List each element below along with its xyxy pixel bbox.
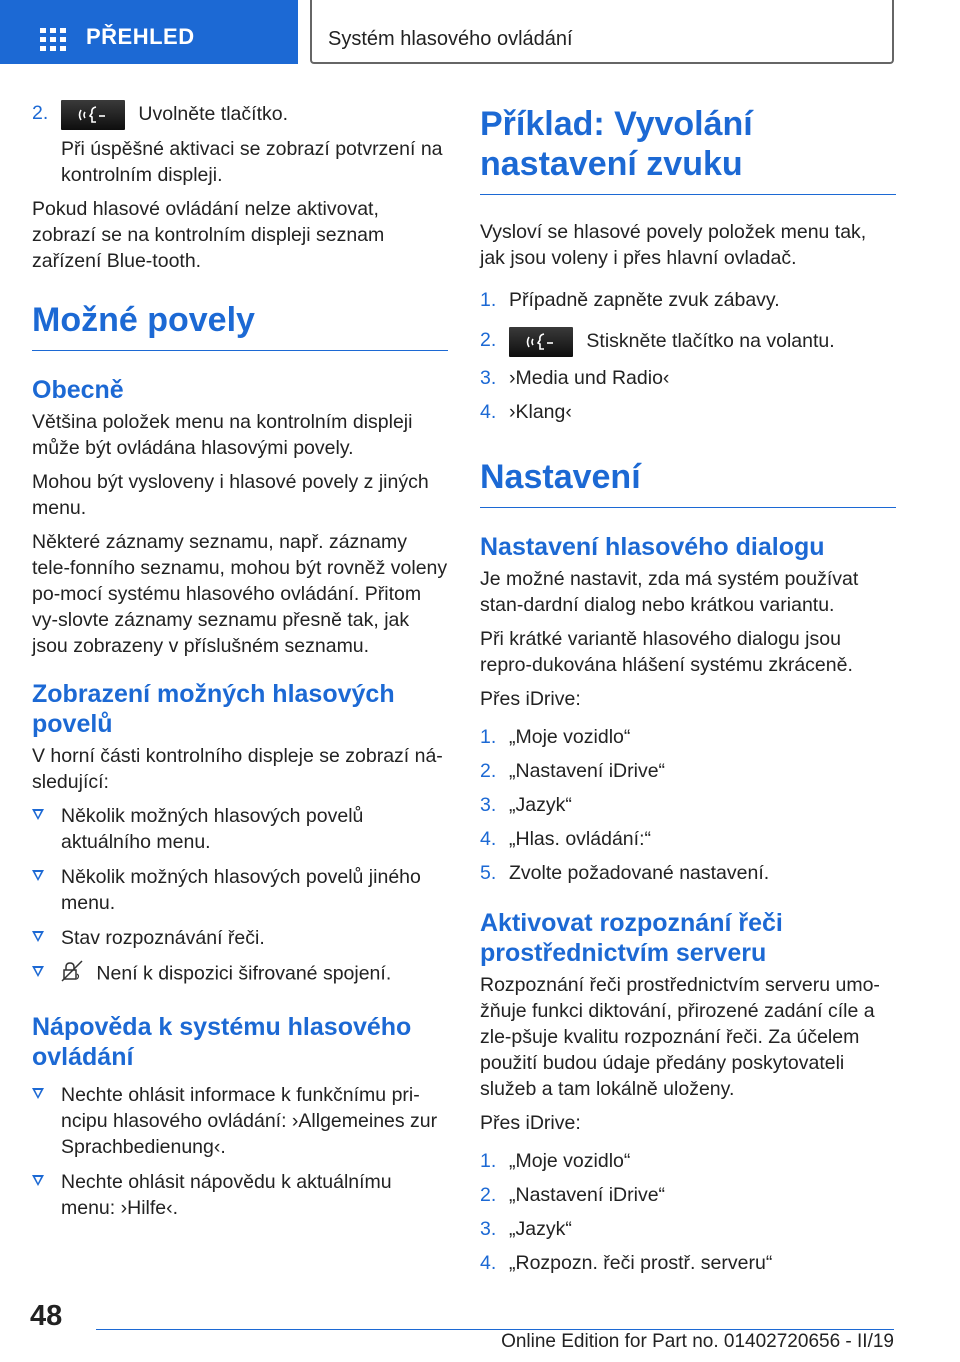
bullet-text: Není k dispozici šifrované spojení. [96, 962, 392, 985]
list-item [480, 399, 896, 425]
heading-display-commands: Zobrazení možných hlasových povelů [32, 680, 395, 738]
list-item [32, 864, 448, 916]
list-number: 1. [480, 726, 497, 748]
grid-menu-icon [40, 28, 66, 50]
step-text: Uvolněte tlačítko. [138, 103, 288, 126]
heading-possible-commands: Možné povely [32, 301, 255, 339]
list-item [480, 792, 896, 818]
paragraph: Většina položek menu na kontrolním displeji může být ovládána hlasovými povely. [32, 411, 413, 459]
step-text: „Moje vozidlo“ [509, 726, 631, 748]
step-text: „Rozpozn. řeči prostř. serveru“ [509, 1252, 773, 1274]
step-text: „Jazyk“ [509, 794, 572, 816]
section-title-box [310, 0, 894, 64]
bullet-triangle-icon [32, 809, 44, 820]
list-number: 2. [480, 760, 497, 782]
bullet-text: Několik možných hlasových povelů jiného menu. [61, 866, 421, 914]
list-item [480, 1148, 896, 1174]
voice-button-icon [61, 100, 125, 130]
heading-rule [32, 350, 448, 351]
step-text: „Jazyk“ [509, 1218, 572, 1240]
bullet-triangle-icon [32, 931, 44, 942]
paragraph: Přes iDrive: [480, 688, 581, 710]
list-item [32, 1082, 448, 1160]
right-column [480, 104, 896, 1284]
list-item [480, 724, 896, 750]
heading-dialog-settings: Nastavení hlasového dialogu [480, 533, 825, 561]
list-item [480, 287, 896, 313]
list-number: 2. [480, 329, 497, 351]
page-number: 48 [30, 1300, 63, 1332]
paragraph: Mohou být vysloveny i hlasové povely z jiných menu. [32, 471, 429, 519]
paragraph: Vysloví se hlasové povely položek menu tak, jak jsou voleny i přes hlavní ovladač. [480, 221, 867, 269]
bullet-text: Nechte ohlásit nápovědu k aktuálnímu menu: ›Hilfe‹. [61, 1171, 392, 1219]
step-text: „Hlas. ovládání:“ [509, 828, 651, 850]
step-text: „Nastavení iDrive“ [509, 1184, 666, 1206]
list-item [480, 365, 896, 391]
list-item [480, 860, 896, 886]
list-number: 4. [480, 1252, 497, 1274]
list-item [32, 925, 448, 951]
bullet-triangle-icon [32, 1088, 44, 1099]
heading-rule [480, 507, 896, 508]
heading-general: Obecně [32, 376, 124, 404]
heading-help: Nápověda k systému hlasového ovládání [32, 1013, 412, 1071]
heading-rule [480, 194, 896, 195]
list-item [480, 1182, 896, 1208]
edition-note: Online Edition for Part no. 01402720656 - II/19 [501, 1331, 894, 1352]
list-item [32, 960, 448, 989]
list-item [480, 327, 896, 357]
list-number: 2. [32, 102, 49, 124]
paragraph: Přes iDrive: [480, 1112, 581, 1134]
voice-button-icon [509, 327, 573, 357]
list-item [32, 100, 448, 188]
list-number: 3. [480, 367, 497, 389]
bullet-triangle-icon [32, 966, 44, 977]
overview-nav-button[interactable] [0, 0, 298, 64]
heading-settings: Nastavení [480, 458, 641, 496]
list-item [480, 758, 896, 784]
list-number: 5. [480, 862, 497, 884]
list-number: 1. [480, 289, 497, 311]
list-number: 3. [480, 794, 497, 816]
bullet-triangle-icon [32, 870, 44, 881]
list-number: 2. [480, 1184, 497, 1206]
footer-rule [96, 1329, 894, 1330]
list-item [32, 803, 448, 855]
section-title: Systém hlasového ovládání [328, 28, 573, 50]
step-subtext: Při úspěšné aktivaci se zobrazí potvrzení na kontrolním displeji. [61, 138, 443, 186]
step-text: Případně zapněte zvuk zábavy. [509, 289, 780, 311]
paragraph: Při krátké variantě hlasového dialogu jsou repro-dukována hlášení systému zkráceně. [480, 628, 853, 676]
paragraph: Některé záznamy seznamu, např. záznamy tele-fonního seznamu, mohou být rovněž voleny po-mocí systému hlasového ovládání. Přitom vy-slovte záznamy seznamu přesně tak, jak jsou zobrazeny v příslušném seznamu. [32, 531, 448, 657]
list-item [480, 826, 896, 852]
list-item [480, 1250, 896, 1276]
overview-nav-label: PŘEHLED [86, 24, 195, 49]
paragraph: Pokud hlasové ovládání nelze aktivovat, zobrazí se na kontrolním displeji seznam zařízení Blue-tooth. [32, 198, 385, 272]
paragraph: Rozpoznání řeči prostřednictvím serveru umo-žňuje funkci diktování, přirozené zadání cíle a zle-pšuje kvalitu rozpoznání řeči. Za účelem použití budou údaje předány poskytovateli služeb a tam lokálně uloženy. [480, 974, 880, 1100]
step-text: Zvolte požadované nastavení. [509, 862, 770, 884]
bullet-text: Nechte ohlásit informace k funkčnímu pri-ncipu hlasového ovládání: ›Allgemeines zur Sprachbedienung‹. [61, 1084, 438, 1158]
list-item [480, 1216, 896, 1242]
list-item [32, 1169, 448, 1221]
step-text: Stiskněte tlačítko na volantu. [586, 330, 835, 353]
paragraph: V horní části kontrolního displeje se zobrazí ná-sledující: [32, 745, 443, 793]
step-text: „Nastavení iDrive“ [509, 760, 666, 782]
step-text: ›Klang‹ [509, 401, 572, 423]
heading-example: Příklad: Vyvolání nastavení zvuku [480, 105, 753, 183]
step-text: „Moje vozidlo“ [509, 1150, 631, 1172]
list-number: 4. [480, 828, 497, 850]
bullet-text: Několik možných hlasových povelů aktuálního menu. [61, 805, 364, 853]
heading-server-recognition: Aktivovat rozpoznání řeči prostřednictvím serveru [480, 909, 783, 967]
list-number: 4. [480, 401, 497, 423]
list-number: 1. [480, 1150, 497, 1172]
bullet-triangle-icon [32, 1175, 44, 1186]
list-number: 3. [480, 1218, 497, 1240]
paragraph: Je možné nastavit, zda má systém používat stan-dardní dialog nebo krátkou variantu. [480, 568, 859, 616]
bullet-text: Stav rozpoznávání řeči. [61, 927, 265, 949]
left-column [32, 100, 448, 1230]
step-text: ›Media und Radio‹ [509, 367, 670, 389]
no-encryption-icon [61, 960, 83, 989]
